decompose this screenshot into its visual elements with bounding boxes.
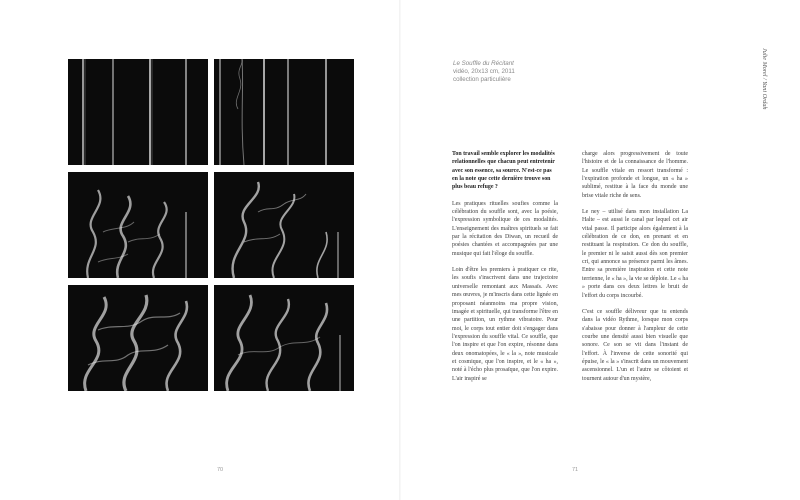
page-number-left: 70	[217, 467, 224, 473]
photo-bottom-left	[68, 285, 208, 391]
caption-collection: collection particulière	[453, 76, 511, 83]
smoke-image	[214, 285, 354, 391]
photo-top-left	[68, 59, 208, 165]
smoke-image	[68, 285, 208, 391]
smoke-image	[214, 59, 354, 165]
caption-details: vidéo, 20x13 cm, 2011	[453, 68, 515, 75]
smoke-image	[68, 172, 208, 278]
photo-middle-right	[214, 172, 354, 278]
photo-top-right	[214, 59, 354, 165]
smoke-image	[214, 172, 354, 278]
paragraph: C'est ce souffle délivreur que tu entends dans la vidéo Rythme, lorsque mon corps s'abaisse pour donner à l'ampleur de cette courbe une densité aussi bien visuelle que sonore. Ce son se vit dans l'instant de l'effort. À l'inverse de cette sonorité qui épuise, le « la » s'inscrit dans un mouvement ascensionnel. L'un et l'autre se côtoient et tournent autour d'un mystère,	[582, 308, 688, 382]
smoke-image	[68, 59, 208, 165]
image-caption	[453, 60, 563, 84]
page-number-right: 71	[572, 467, 579, 473]
running-head: Julie Morel / Yani Ordah	[761, 48, 768, 110]
interview-question: Ton travail semble explorer les modalités relationnelles que chacun peut entretenir avec son essence, sa source. N'est-ce pas en la note que cette dernière trouve son plus beau refuge ?	[452, 151, 555, 191]
caption-title: Le Souffle du Récitant	[453, 60, 514, 67]
photo-bottom-right	[214, 285, 354, 391]
paragraph: Le ney – utilisé dans mon installation La Halte – est aussi le canal par lequel cet air vital passe. Il participe alors également à la célébration de ce don, en prenant et en restituant la respiration. Ce don du souffle, le premier ni le saisit aussi dès son premier cri, qui annonce sa présence parmi les âmes. Entre sa première inspiration et cette note terrienne, le « ha », la vie se déploie. Le « ha » porte dans ces deux lettres le bruit de l'effort du corps incourbé.	[582, 209, 688, 299]
paragraph: charge alors progressivement de toute l'histoire et de la connaissance de l'homme. Le souffle vitale en ressort transformé : l'expiration profonde et longue, un « ha » sublimé, restitue à la face du monde une brise vitale riche de sens.	[582, 151, 688, 199]
text-column-2	[582, 150, 688, 391]
paragraph: Les pratiques rituelles soufies comme la célébration du souffle sont, avec la poésie, l'expression symbolique de ces modalités. L'enseignement des maîtres spirituels se fait par la récitation des Diwan, un recueil de poésies chantées et accompagnées par une musique qui fait l'éloge du souffle.	[452, 200, 558, 257]
paragraph: Loin d'être les premiers à pratiquer ce rite, les soufis s'inscrivent dans une trajectoire universelle remontant aux Massaïs. Avec mes œuvres, je m'inscris dans cette lignée en proposant néanmoins ma propre vision, imagée et spirituelle, qui transforme l'être en une partition, un rythme vibratoire. Pour moi, le corps tout entier doit s'engager dans l'expression du souffle vital. Ce souffle, que l'on inspire et que l'on expire, résonne dans deux onomatopées, le « la », note musicale et cosmique, que l'on inspire, et le « ha », noté à l'écho plus prosaïque, que l'on expire. L'air inspiré se	[452, 267, 558, 382]
photo-middle-left	[68, 172, 208, 278]
text-column-1	[452, 150, 558, 391]
book-gutter	[399, 0, 401, 500]
